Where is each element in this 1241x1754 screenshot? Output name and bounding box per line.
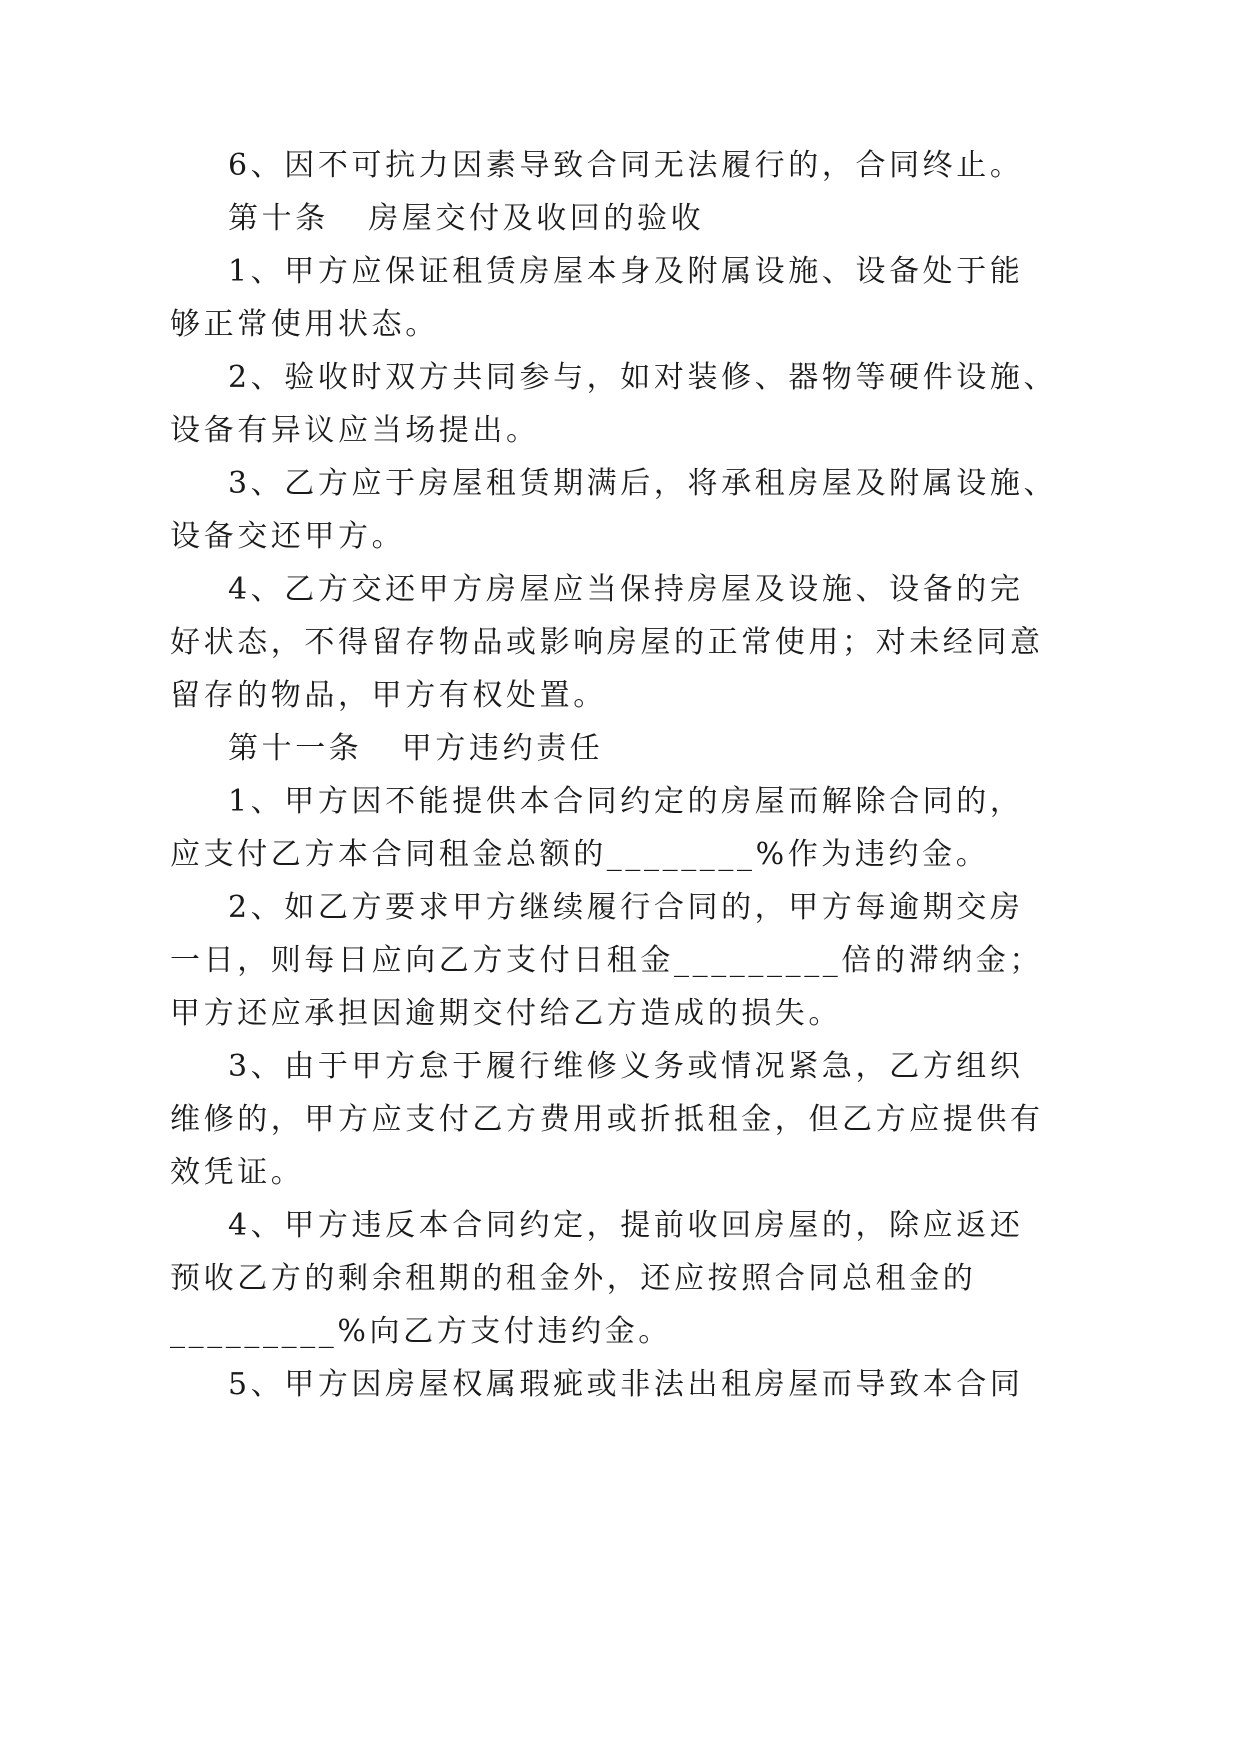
article-10-heading: 第十条 房屋交付及收回的验收 [228, 201, 705, 236]
clause-11-5-line-1: 5、甲方因房屋权属瑕疵或非法出租房屋而导致本合同 [228, 1367, 1024, 1402]
clause-11-4-line-1: 4、甲方违反本合同约定，提前收回房屋的，除应返还 [228, 1208, 1024, 1243]
clause-10-4-line-2: 好状态，不得留存物品或影响房屋的正常使用；对未经同意 [170, 625, 1044, 660]
clause-10-2-line-2: 设备有异议应当场提出。 [170, 413, 540, 448]
clause-11-3-line-3: 效凭证。 [170, 1155, 305, 1190]
clause-11-4-line-3: _________%向乙方支付违约金。 [170, 1314, 672, 1349]
clause-11-1-line-2: 应支付乙方本合同租金总额的________%作为违约金。 [170, 837, 990, 872]
clause-10-4-line-1: 4、乙方交还甲方房屋应当保持房屋及设施、设备的完 [228, 572, 1024, 607]
clause-10-2-line-1: 2、验收时双方共同参与，如对装修、器物等硬件设施、 [228, 360, 1058, 395]
clause-10-1-line-1: 1、甲方应保证租赁房屋本身及附属设施、设备处于能 [228, 254, 1024, 289]
clause-10-3-line-2: 设备交还甲方。 [170, 519, 406, 554]
clause-11-2-line-3: 甲方还应承担因逾期交付给乙方造成的损失。 [170, 996, 842, 1031]
clause-10-4-line-3: 留存的物品，甲方有权处置。 [170, 678, 607, 713]
clause-11-1-line-1: 1、甲方因不能提供本合同约定的房屋而解除合同的， [228, 784, 1024, 819]
clause-11-2-line-1: 2、如乙方要求甲方继续履行合同的，甲方每逾期交房 [228, 890, 1024, 925]
clause-10-3-line-1: 3、乙方应于房屋租赁期满后，将承租房屋及附属设施、 [228, 466, 1058, 501]
clause-10-6-line: 6、因不可抗力因素导致合同无法履行的，合同终止。 [228, 148, 1024, 183]
clause-10-1-line-2: 够正常使用状态。 [170, 307, 439, 342]
clause-11-3-line-1: 3、由于甲方怠于履行维修义务或情况紧急，乙方组织 [228, 1049, 1024, 1084]
clause-11-3-line-2: 维修的，甲方应支付乙方费用或折抵租金，但乙方应提供有 [170, 1102, 1044, 1137]
article-11-heading: 第十一条 甲方违约责任 [228, 731, 604, 766]
clause-11-4-line-2: 预收乙方的剩余租期的租金外，还应按照合同总租金的 [170, 1261, 977, 1296]
clause-11-2-line-2: 一日，则每日应向乙方支付日租金_________倍的滞纳金； [170, 943, 1043, 978]
